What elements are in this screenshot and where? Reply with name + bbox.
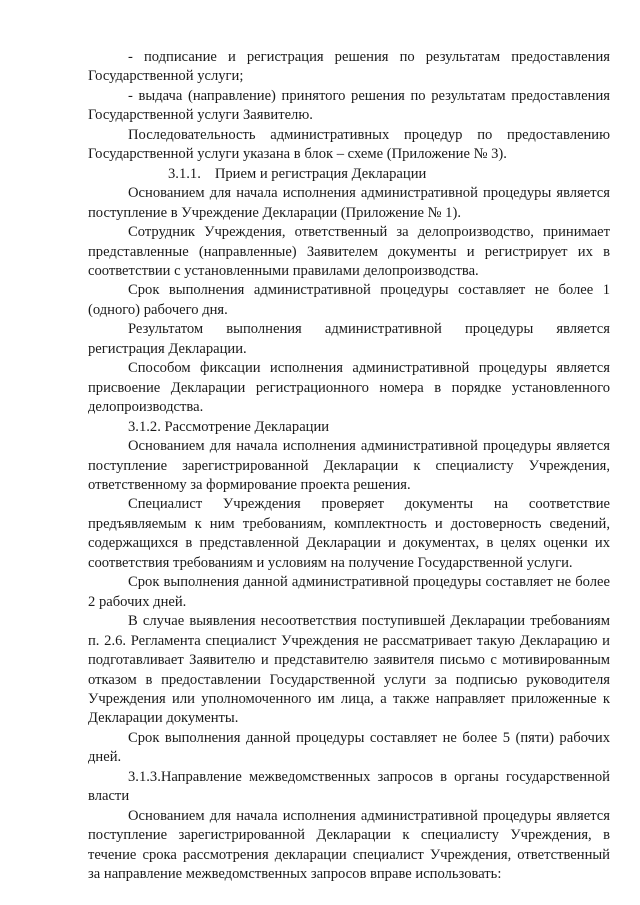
paragraph-nonconformity: В случае выявления несоответствия поступившей Декларации требованиям п. 2.6. Регламента специалист Учреждения не рассматривает такую Декларацию и подготавливает Заявителю и представителю заявителя письмо с мотивированным отказом в предоставлении Государственной услуги за подписью руководителя Учреждения или уполномоченного им лица, а также направляет приложенные к Декларации документы. [88,613,610,727]
section-number: 3.1.3. [128,768,161,785]
section-number: 3.1.1. [168,165,201,182]
section-heading-3-1-2: 3.1.2. Рассмотрение Декларации [128,418,330,435]
document-page [88,48,610,884]
section-heading-3-1-3 [88,768,610,807]
section-title: Направление межведомственных запросов в органы государственной власти [88,768,610,805]
paragraph-basis-receipt: Основанием для начала исполнения административной процедуры является поступление в Учреждение Декларации (Приложение № 1). [88,185,610,221]
paragraph-result-registration: Результатом выполнения административной процедуры является регистрация Декларации. [88,321,610,357]
section-heading-3-1-1 [88,165,610,184]
paragraph-term-one-day: Срок выполнения административной процедуры составляет не более 1 (одного) рабочего дня. [88,282,610,318]
paragraph-specialist-check: Специалист Учреждения проверяет документы на соответствие предъявляемым к ним требованиям, комплектность и достоверность сведений, содержащихся в представленной Декларации и документах, в целях оценки их соответствия требованиям и условиям на получение Государственной услуги. [88,496,610,571]
paragraph-procedure-sequence: Последовательность административных процедур по предоставлению Государственной услуги указана в блок – схеме (Приложение № 3). [88,126,610,163]
paragraph-fixation-method: Способом фиксации исполнения административной процедуры является присвоение Декларации регистрационного номера в порядке установленного делопроизводства. [88,360,610,416]
paragraph-term-two-days: Срок выполнения данной административной процедуры составляет не более 2 рабочих дней. [88,574,610,610]
section-title: Прием и регистрация Декларации [214,165,427,182]
paragraph-term-five-days: Срок выполнения данной процедуры составляет не более 5 (пяти) рабочих дней. [88,729,610,766]
paragraph-basis-review: Основанием для начала исполнения административной процедуры является поступление зарегистрированной Декларации к специалисту Учреждения, ответственному за формирование проекта решения. [88,438,610,493]
paragraph-basis-interagency: Основанием для начала исполнения административной процедуры является поступление зарегистрированной Декларации к специалисту Учреждения, в течение срока рассмотрения декларации специалист Учреждения, ответственный за направление межведомственных запросов вправе использовать: [88,807,610,883]
paragraph-issuance: - выдача (направление) принятого решения по результатам предоставления Государственной услуги Заявителю. [88,87,610,124]
paragraph-signing: - подписание и регистрация решения по результатам предоставления Государственной услуги; [88,49,610,85]
paragraph-employee-registration: Сотрудник Учреждения, ответственный за делопроизводство, принимает представленные (направленные) Заявителем документы и регистрирует их в соответствии с установленными правилами делопроизводства. [88,224,610,279]
